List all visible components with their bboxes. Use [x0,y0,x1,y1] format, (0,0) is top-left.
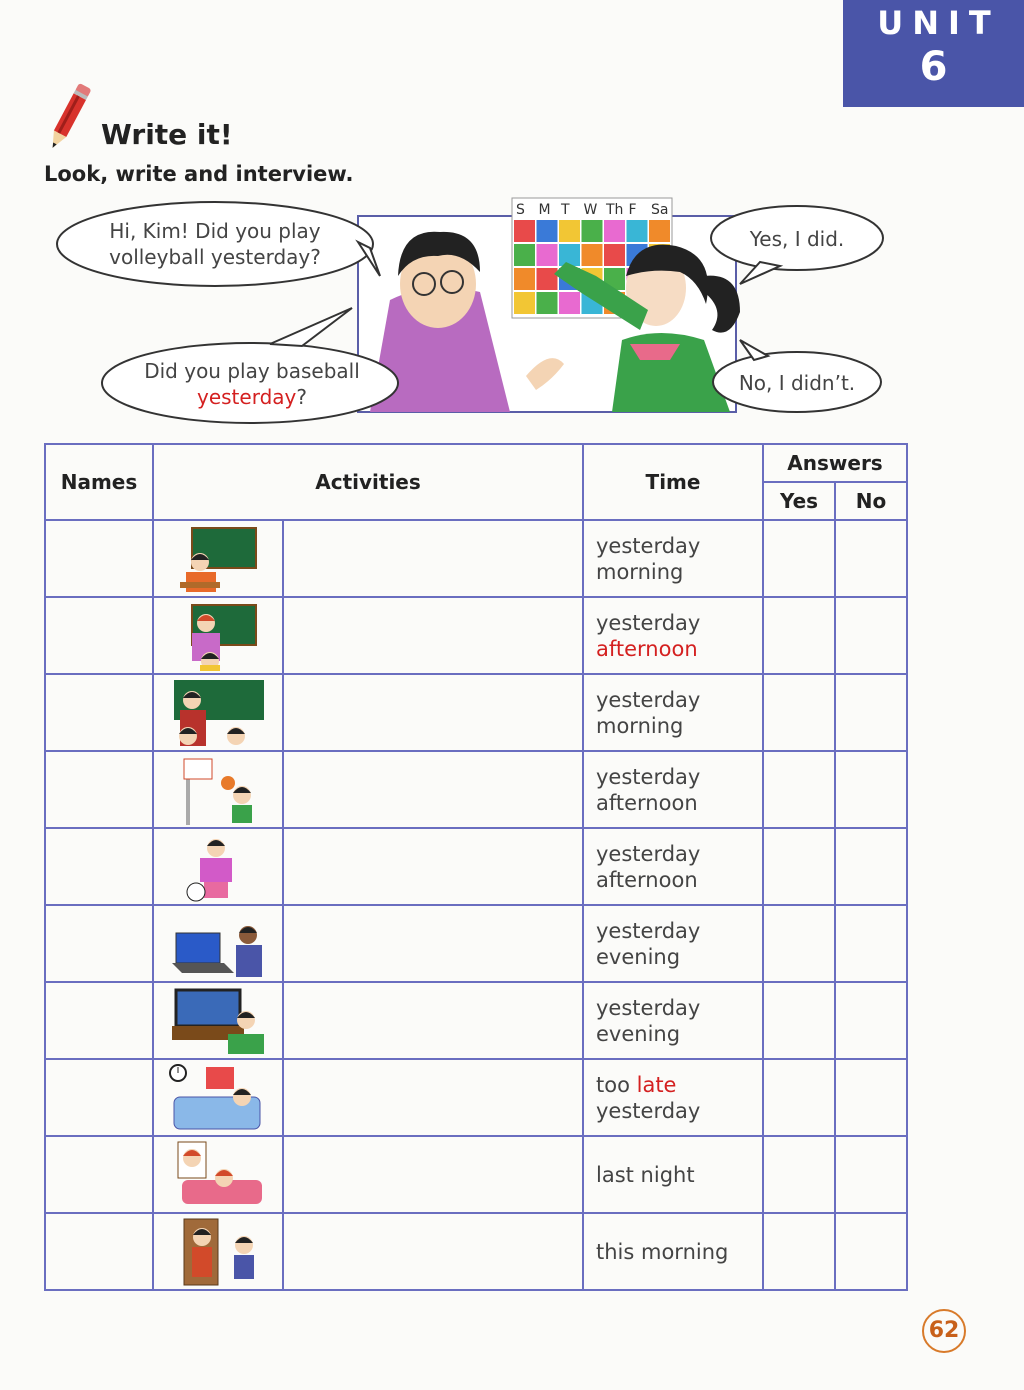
activity-write-cell[interactable] [283,905,583,982]
time-cell [583,982,763,1059]
question-bubble-baseball [112,358,392,410]
calendar-cell [582,220,603,242]
calendar-cell [514,244,535,266]
answer-no-cell[interactable] [835,1059,907,1136]
name-cell[interactable] [45,674,153,751]
activity-picture-cell [153,1213,283,1290]
calendar-cell [537,220,558,242]
calendar-cell [514,220,535,242]
calendar-cell [514,292,535,314]
activity-write-cell[interactable] [283,1213,583,1290]
answer-yes-cell[interactable] [763,905,835,982]
answer-yes-cell[interactable] [763,751,835,828]
answer-yes-cell[interactable] [763,597,835,674]
activity-write-cell[interactable] [283,982,583,1059]
time-text: this morning [596,1239,729,1264]
activity-picture-cell [153,828,283,905]
unit-number: 6 [919,44,948,90]
table-row [45,1213,907,1290]
teacher-at-blackboard-icon [162,676,274,750]
boy-playing-basketball-icon [162,753,274,827]
header-time: Time [583,444,763,520]
student-at-chalkboard-icon [162,522,274,596]
activity-picture-cell [153,674,283,751]
answer-yes-cell[interactable] [763,674,835,751]
name-cell[interactable] [45,828,153,905]
answer-no-cell[interactable] [835,751,907,828]
answer-yes-cell[interactable] [763,1213,835,1290]
page-number: 62 [922,1309,966,1353]
calendar-day-label: Sa [651,202,669,218]
time-text-line1: yesterday [596,918,701,943]
answer-no-cell[interactable] [835,520,907,597]
time-text: last night [596,1162,695,1187]
header-yes: Yes [763,482,835,520]
activity-picture-cell [153,597,283,674]
time-cell [583,1136,763,1213]
activity-picture-cell [153,982,283,1059]
activity-write-cell[interactable] [283,520,583,597]
answer-no-cell[interactable] [835,905,907,982]
name-cell[interactable] [45,597,153,674]
question-bubble-volleyball: Hi, Kim! Did you play volleyball yesterday? [109,219,321,269]
time-text-line1: yesterday [596,764,701,789]
calendar-day-label: T [561,202,570,218]
answer-yes-cell[interactable] [763,1059,835,1136]
question-baseball-line1: Did you play baseball [144,359,360,383]
answer-no-cell[interactable] [835,1213,907,1290]
unit-tab [843,0,1024,107]
calendar-cell [604,244,625,266]
table-row [45,751,907,828]
time-text-line2: yesterday [596,1098,701,1123]
student-singing-icon [162,599,274,673]
name-cell[interactable] [45,1136,153,1213]
time-cell [583,751,763,828]
activity-write-cell[interactable] [283,1136,583,1213]
time-text-line1: yesterday [596,610,701,635]
name-cell[interactable] [45,982,153,1059]
table-header-row [45,444,907,482]
calendar-cell [559,292,580,314]
answer-yes-cell[interactable] [763,982,835,1059]
answer-no-cell[interactable] [835,674,907,751]
calendar-day-label: M [538,202,551,218]
activity-write-cell[interactable] [283,597,583,674]
table-row [45,520,907,597]
answer-bubble-no: No, I didn’t. [738,371,856,395]
activity-picture-cell [153,905,283,982]
time-text-part: too [596,1072,637,1097]
time-cell [583,828,763,905]
header-answers: Answers [763,444,907,482]
table-row [45,905,907,982]
boy-leaving-door-icon [162,1215,274,1289]
calendar-day-label: Th [606,202,624,218]
time-cell [583,520,763,597]
calendar-cell [559,220,580,242]
interview-table [44,443,908,1291]
table-row [45,1059,907,1136]
time-cell [583,1213,763,1290]
activity-picture-cell [153,520,283,597]
question-baseball-keyword: yesterday [197,385,297,409]
name-cell[interactable] [45,905,153,982]
boy-using-laptop-icon [162,907,274,981]
answer-yes-cell[interactable] [763,1136,835,1213]
time-cell [583,905,763,982]
time-cell [583,597,763,674]
time-text-line1: yesterday [596,687,701,712]
activity-write-cell[interactable] [283,828,583,905]
girl-watching-tv-icon [162,984,274,1058]
question-baseball-mark: ? [296,385,307,409]
activity-picture-cell [153,751,283,828]
time-text-line2: morning [596,713,684,738]
pencil-icon [42,80,96,154]
table-row [45,982,907,1059]
calendar-cell [582,244,603,266]
activity-picture-cell [153,1136,283,1213]
header-names: Names [45,444,153,520]
time-text-line2: evening [596,944,681,969]
table-row [45,674,907,751]
time-text-line1: yesterday [596,995,701,1020]
calendar-cell [604,220,625,242]
answer-yes-cell[interactable] [763,520,835,597]
time-cell [583,1059,763,1136]
calendar-cell [559,244,580,266]
calendar-cell [649,220,670,242]
time-text-line2: afternoon [596,636,698,661]
name-cell[interactable] [45,1059,153,1136]
calendar-day-label: W [583,202,598,218]
time-text-line2: afternoon [596,790,698,815]
girl-playing-soccer-icon [162,830,274,904]
calendar-day-label: S [516,202,525,218]
header-activities: Activities [153,444,583,520]
calendar-cell [537,292,558,314]
name-cell[interactable] [45,520,153,597]
time-text-line2: afternoon [596,867,698,892]
time-text-highlight: late [636,1072,677,1097]
calendar-day-label: F [628,202,637,218]
name-cell[interactable] [45,751,153,828]
table-row [45,1136,907,1213]
answer-no-cell[interactable] [835,828,907,905]
time-cell [583,674,763,751]
time-text-line2: evening [596,1021,681,1046]
answer-no-cell[interactable] [835,982,907,1059]
calendar-cell [627,220,648,242]
name-cell[interactable] [45,1213,153,1290]
answer-yes-cell[interactable] [763,828,835,905]
calendar-cell [514,268,535,290]
answer-bubble-yes: Yes, I did. [749,227,845,251]
answer-no-cell[interactable] [835,597,907,674]
time-text-line1: yesterday [596,533,701,558]
activity-write-cell[interactable] [283,751,583,828]
section-title: Write it! [101,118,233,151]
activity-write-cell[interactable] [283,1059,583,1136]
activity-picture-cell [153,1059,283,1136]
answer-no-cell[interactable] [835,1136,907,1213]
sleeping-in-bed-clock-icon [162,1061,274,1135]
calendar-cell [537,244,558,266]
header-no: No [835,482,907,520]
instruction-text: Look, write and interview. [44,162,354,186]
activity-write-cell[interactable] [283,674,583,751]
girl-in-bed-icon [162,1138,274,1212]
unit-label: UNIT [877,4,1000,42]
time-text-line1: yesterday [596,841,701,866]
time-text-line2: morning [596,559,684,584]
table-row [45,828,907,905]
calendar-cell [537,268,558,290]
table-row [45,597,907,674]
